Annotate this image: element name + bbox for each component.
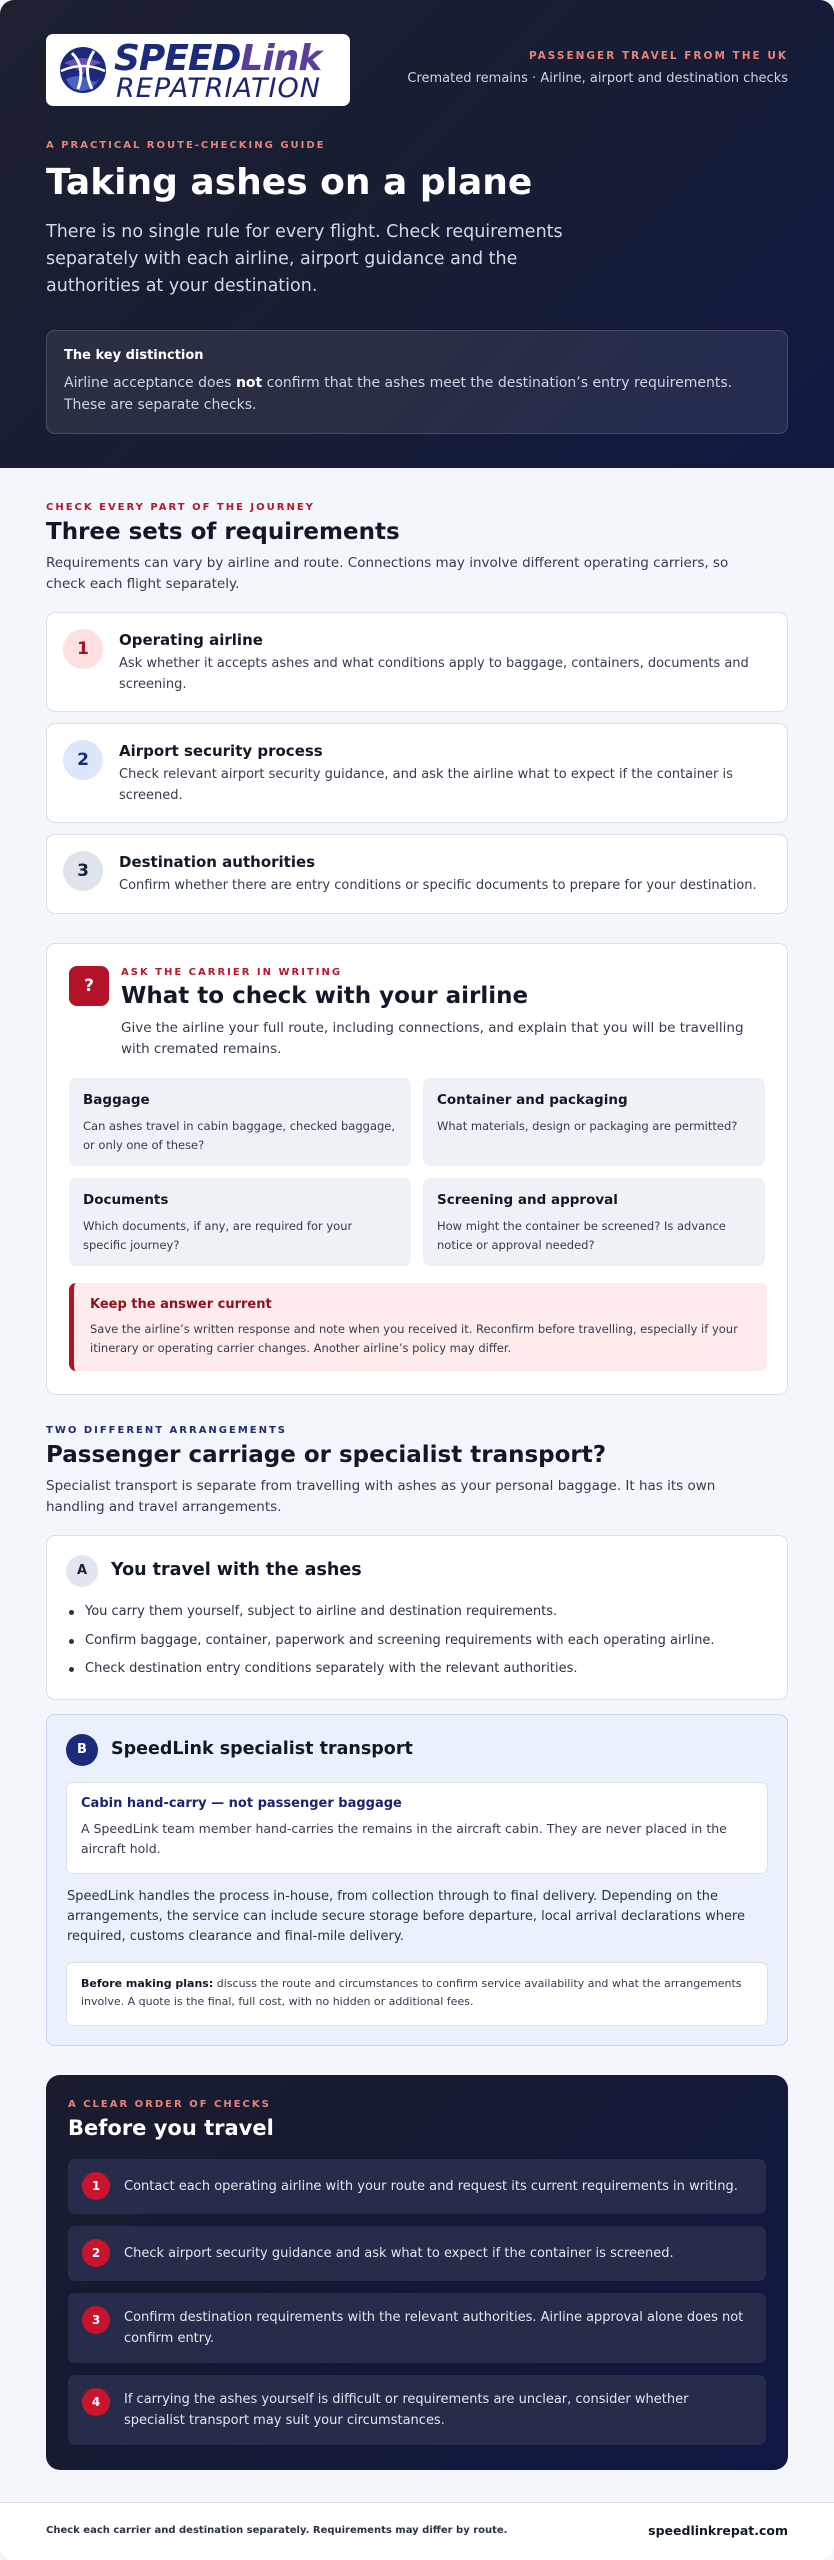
- requirement-number: 1: [63, 629, 103, 669]
- hero-lede: There is no single rule for every flight. Check requirements separately with each airline, airport guidance and the authorities at your destination.: [46, 222, 563, 296]
- callout-text: Save the airline’s written response and note when you received it. Reconfirm before travelling, especially if your itinerary or operating carrier changes. Another airline’s policy may differ.: [90, 1322, 738, 1355]
- tile-title: Baggage: [83, 1092, 150, 1108]
- check-tile-documents: [69, 1178, 411, 1266]
- callout-title: Keep the answer current: [90, 1297, 272, 1312]
- tile-text: How might the container be screened? Is advance notice or approval needed?: [437, 1219, 726, 1252]
- step-text: If carrying the ashes yourself is difficult or requirements are unclear, consider whether specialist transport may suit your circumstances.: [124, 2392, 689, 2428]
- requirement-text: Check relevant airport security guidance, and ask the airline what to expect if the container is screened.: [119, 767, 733, 803]
- hero-eyebrow-right: PASSENGER TRAVEL FROM THE UK: [528, 50, 788, 62]
- cabin-title: Cabin hand-carry — not passenger baggage: [81, 1796, 402, 1811]
- specialist-body: SpeedLink handles the process in-house, from collection through to final delivery. Depending on the arrangements, the service can include secure storage before departure, local arrival declarations where required, customs clearance and final-mile delivery.: [67, 1889, 745, 1944]
- brand-name-part2: Link: [240, 38, 322, 79]
- arrangements-intro: Specialist transport is separate from travelling with ashes as your personal baggage. It has its own handling and travel arrangements.: [46, 1478, 716, 1515]
- step-text: Contact each operating airline with your route and request its current requirements in writing.: [124, 2179, 738, 2194]
- key-distinction-box: [46, 330, 788, 434]
- arrangement-title: You travel with the ashes: [111, 1560, 362, 1580]
- arrangements-eyebrow: TWO DIFFERENT ARRANGEMENTS: [46, 1425, 288, 1436]
- airline-panel-title: What to check with your airline: [121, 983, 529, 1009]
- hero-section: [0, 0, 834, 468]
- globe-logo-icon: [58, 45, 108, 95]
- key-text-before: Airline acceptance does: [64, 375, 236, 391]
- list-item: You carry them yourself, subject to airline and destination requirements.: [67, 1602, 767, 1622]
- arrangement-bullets: [67, 1602, 767, 1688]
- before-you-travel-panel: [46, 2075, 788, 2470]
- airline-panel-text: Give the airline your full route, including connections, and explain that you will be travelling with cremated remains.: [121, 1020, 744, 1057]
- step-number: 4: [82, 2388, 110, 2416]
- footer-site-link[interactable]: speedlinkrepat.com: [648, 2523, 788, 2538]
- list-item: Check destination entry conditions separately with the relevant authorities.: [67, 1659, 767, 1679]
- arrangement-card-a: [46, 1535, 788, 1700]
- list-item: Confirm baggage, container, paperwork and screening requirements with each operating airline.: [67, 1631, 767, 1651]
- check-tile-container: [423, 1078, 765, 1166]
- tile-title: Documents: [83, 1192, 169, 1208]
- travel-title: Before you travel: [68, 2116, 274, 2140]
- keep-answer-current-callout: [69, 1283, 767, 1371]
- footer: [0, 2502, 834, 2560]
- note-text: discuss the route and circumstances to confirm service availability and what the arrangements involve. A quote is the final, full cost, with no hidden or additional fees.: [81, 1977, 742, 2008]
- step-text: Check airport security guidance and ask what to expect if the container is screened.: [124, 2246, 674, 2261]
- arrangements-title: Passenger carriage or specialist transport?: [46, 1442, 607, 1468]
- travel-eyebrow: A CLEAR ORDER OF CHECKS: [68, 2099, 271, 2110]
- requirement-number: 3: [63, 851, 103, 891]
- before-making-plans-note: [66, 1962, 768, 2026]
- travel-step: [68, 2375, 766, 2445]
- step-number: 2: [82, 2239, 110, 2267]
- requirement-number: 2: [63, 740, 103, 780]
- hero-subtitle-right: Cremated remains · Airline, airport and destination checks: [407, 71, 788, 86]
- footer-note: Check each carrier and destination separately. Requirements may differ by route.: [46, 2525, 508, 2536]
- requirements-intro: Requirements can vary by airline and route. Connections may involve different operating carriers, so check each flight separately.: [46, 555, 729, 592]
- requirement-title: Airport security process: [119, 742, 323, 760]
- tile-text: What materials, design or packaging are permitted?: [437, 1119, 738, 1133]
- hero-eyebrow: A PRACTICAL ROUTE-CHECKING GUIDE: [46, 140, 326, 151]
- requirement-text: Confirm whether there are entry conditions or specific documents to prepare for your destination.: [119, 878, 757, 893]
- brand-logo[interactable]: [46, 34, 350, 106]
- note-label: Before making plans:: [81, 1977, 214, 1990]
- requirements-eyebrow: CHECK EVERY PART OF THE JOURNEY: [46, 502, 315, 513]
- requirement-text: Ask whether it accepts ashes and what conditions apply to baggage, containers, documents and screening.: [119, 656, 749, 692]
- cabin-text: A SpeedLink team member hand-carries the remains in the aircraft cabin. They are never placed in the aircraft hold.: [81, 1821, 727, 1856]
- step-number: 3: [82, 2306, 110, 2334]
- tile-title: Container and packaging: [437, 1092, 628, 1108]
- travel-step: [68, 2293, 766, 2363]
- tile-text: Which documents, if any, are required for your specific journey?: [83, 1219, 353, 1252]
- check-tile-screening: [423, 1178, 765, 1266]
- requirement-card-destination: [46, 834, 788, 914]
- step-number: 1: [82, 2172, 110, 2200]
- requirement-title: Destination authorities: [119, 853, 316, 871]
- tile-text: Can ashes travel in cabin baggage, checked baggage, or only one of these?: [83, 1119, 396, 1152]
- requirement-card-security: [46, 723, 788, 823]
- arrangement-badge: B: [66, 1734, 98, 1766]
- airline-panel-eyebrow: ASK THE CARRIER IN WRITING: [121, 967, 343, 978]
- brand-name-part1: SPEED: [114, 38, 241, 79]
- key-distinction-text: [64, 372, 770, 416]
- key-text-after: confirm that the ashes meet the destination’s entry requirements. These are separate checks.: [64, 375, 733, 413]
- question-icon: ?: [69, 966, 109, 1006]
- requirement-title: Operating airline: [119, 631, 263, 649]
- brand-subname: REPATRIATION: [116, 73, 321, 104]
- check-tile-baggage: [69, 1078, 411, 1166]
- requirement-card-airline: [46, 612, 788, 712]
- travel-step: [68, 2159, 766, 2214]
- key-text-bold: not: [235, 375, 263, 391]
- arrangement-badge: A: [66, 1555, 98, 1587]
- step-text: Confirm destination requirements with the relevant authorities. Airline approval alone does not confirm entry.: [124, 2310, 744, 2346]
- requirements-title: Three sets of requirements: [46, 519, 400, 545]
- tile-title: Screening and approval: [437, 1192, 618, 1208]
- airline-checks-panel: [46, 943, 788, 1395]
- key-distinction-title: The key distinction: [64, 348, 204, 363]
- travel-step: [68, 2226, 766, 2281]
- page-title: Taking ashes on a plane: [46, 162, 533, 203]
- cabin-hand-carry-box: [66, 1782, 768, 1874]
- arrangement-title: SpeedLink specialist transport: [111, 1739, 413, 1759]
- arrangement-card-b: [46, 1714, 788, 2046]
